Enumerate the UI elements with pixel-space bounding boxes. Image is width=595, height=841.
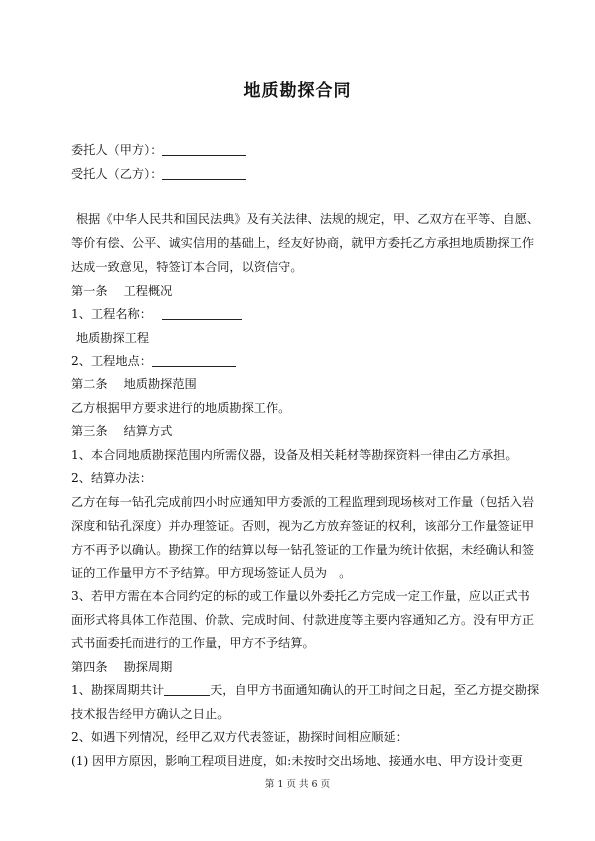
intro-line-1: 根据《中华人民共和国民法典》及有关法律、法规的规定，甲、乙双方在平等、自愿、 [76,212,540,226]
article-4-heading: 第四条 勘探周期 [71,660,173,674]
article-3-item-3-line-1: 3、若甲方需在本合同约定的标的或工作量以外委托乙方完成一定工作量，应以正式书 [71,589,530,603]
party-a-line [71,142,246,158]
settlement-line-4: 证的工作量甲方不予结算。甲方现场签证人员为 。 [71,566,352,580]
article-3-item-3-line-2: 面形式将具体工作范围、价款、完成时间、付款进度等主要内容通知乙方。没有甲方正 [71,613,535,627]
project-name-value: 地质勘探工程 [76,331,150,345]
article-4-item-1-cont: 技术报告经甲方确认之日止。 [71,707,230,721]
article-2-text: 乙方根据甲方要求进行的地质勘探工作。 [71,401,291,415]
article-4-item-2-sub-1: (1) 因甲方原因，影响工程项目进度，如:未按时交出场地、接通水电、甲方设计变更 [71,754,523,768]
settlement-line-2: 深度和钻孔深度）并办理签证。否则，视为乙方放弃签证的权利，该部分工作量签证甲 [71,519,535,533]
period-suffix: 天，自甲方书面通知确认的开工时间之日起，至乙方提交勘探 [210,683,540,697]
intro-line-2: 等价有偿、公平、诚实信用的基础上，经友好协商，就甲方委托乙方承担地质勘探工作 [71,236,535,250]
project-location-blank[interactable] [152,354,236,367]
party-b-line [71,166,246,182]
article-3-item-1: 1、本合同地质勘探范围内所需仪器，设备及相关耗材等勘探资料一律由乙方承担。 [71,448,518,462]
party-a-label: 委托人（甲方）： [71,143,163,157]
project-name-blank[interactable] [162,307,242,320]
article-3-item-2: 2、结算办法： [71,471,152,485]
article-4-item-2: 2、如遇下列情况，经甲乙双方代表签证，勘探时间相应顺延： [71,730,408,744]
article-1-item-2 [71,353,236,369]
party-b-label: 受托人（乙方）： [71,167,163,181]
article-4-item-1 [71,682,539,698]
settlement-line-3: 方不再予以确认。勘探工作的结算以每一钻孔签证的工作量为统计依据，未经确认和签 [71,543,535,557]
project-name-label: 1、工程名称： [71,307,152,321]
page-title: 地质勘探合同 [243,81,352,101]
article-1-heading: 第一条 工程概况 [71,284,173,298]
page-footer: 第 1 页 共 6 页 [264,779,331,790]
article-1-item-1 [71,306,242,322]
period-prefix: 1、勘探周期共计 [71,683,165,697]
article-2-heading: 第二条 地质勘探范围 [71,377,197,391]
article-3-item-3-line-3: 式书面委托而进行的工作量，甲方不予结算。 [71,636,315,650]
party-a-blank[interactable] [162,143,246,156]
settlement-line-1: 乙方在每一钻孔完成前四小时应通知甲方委派的工程监理到现场核对工作量（包括入岩 [71,495,535,509]
period-days-blank[interactable] [164,683,210,696]
intro-line-3: 达成一致意见，特签订本合同，以资信守。 [71,260,303,274]
article-3-heading: 第三条 结算方式 [71,424,173,438]
project-location-label: 2、工程地点： [71,354,152,368]
party-b-blank[interactable] [162,167,246,180]
